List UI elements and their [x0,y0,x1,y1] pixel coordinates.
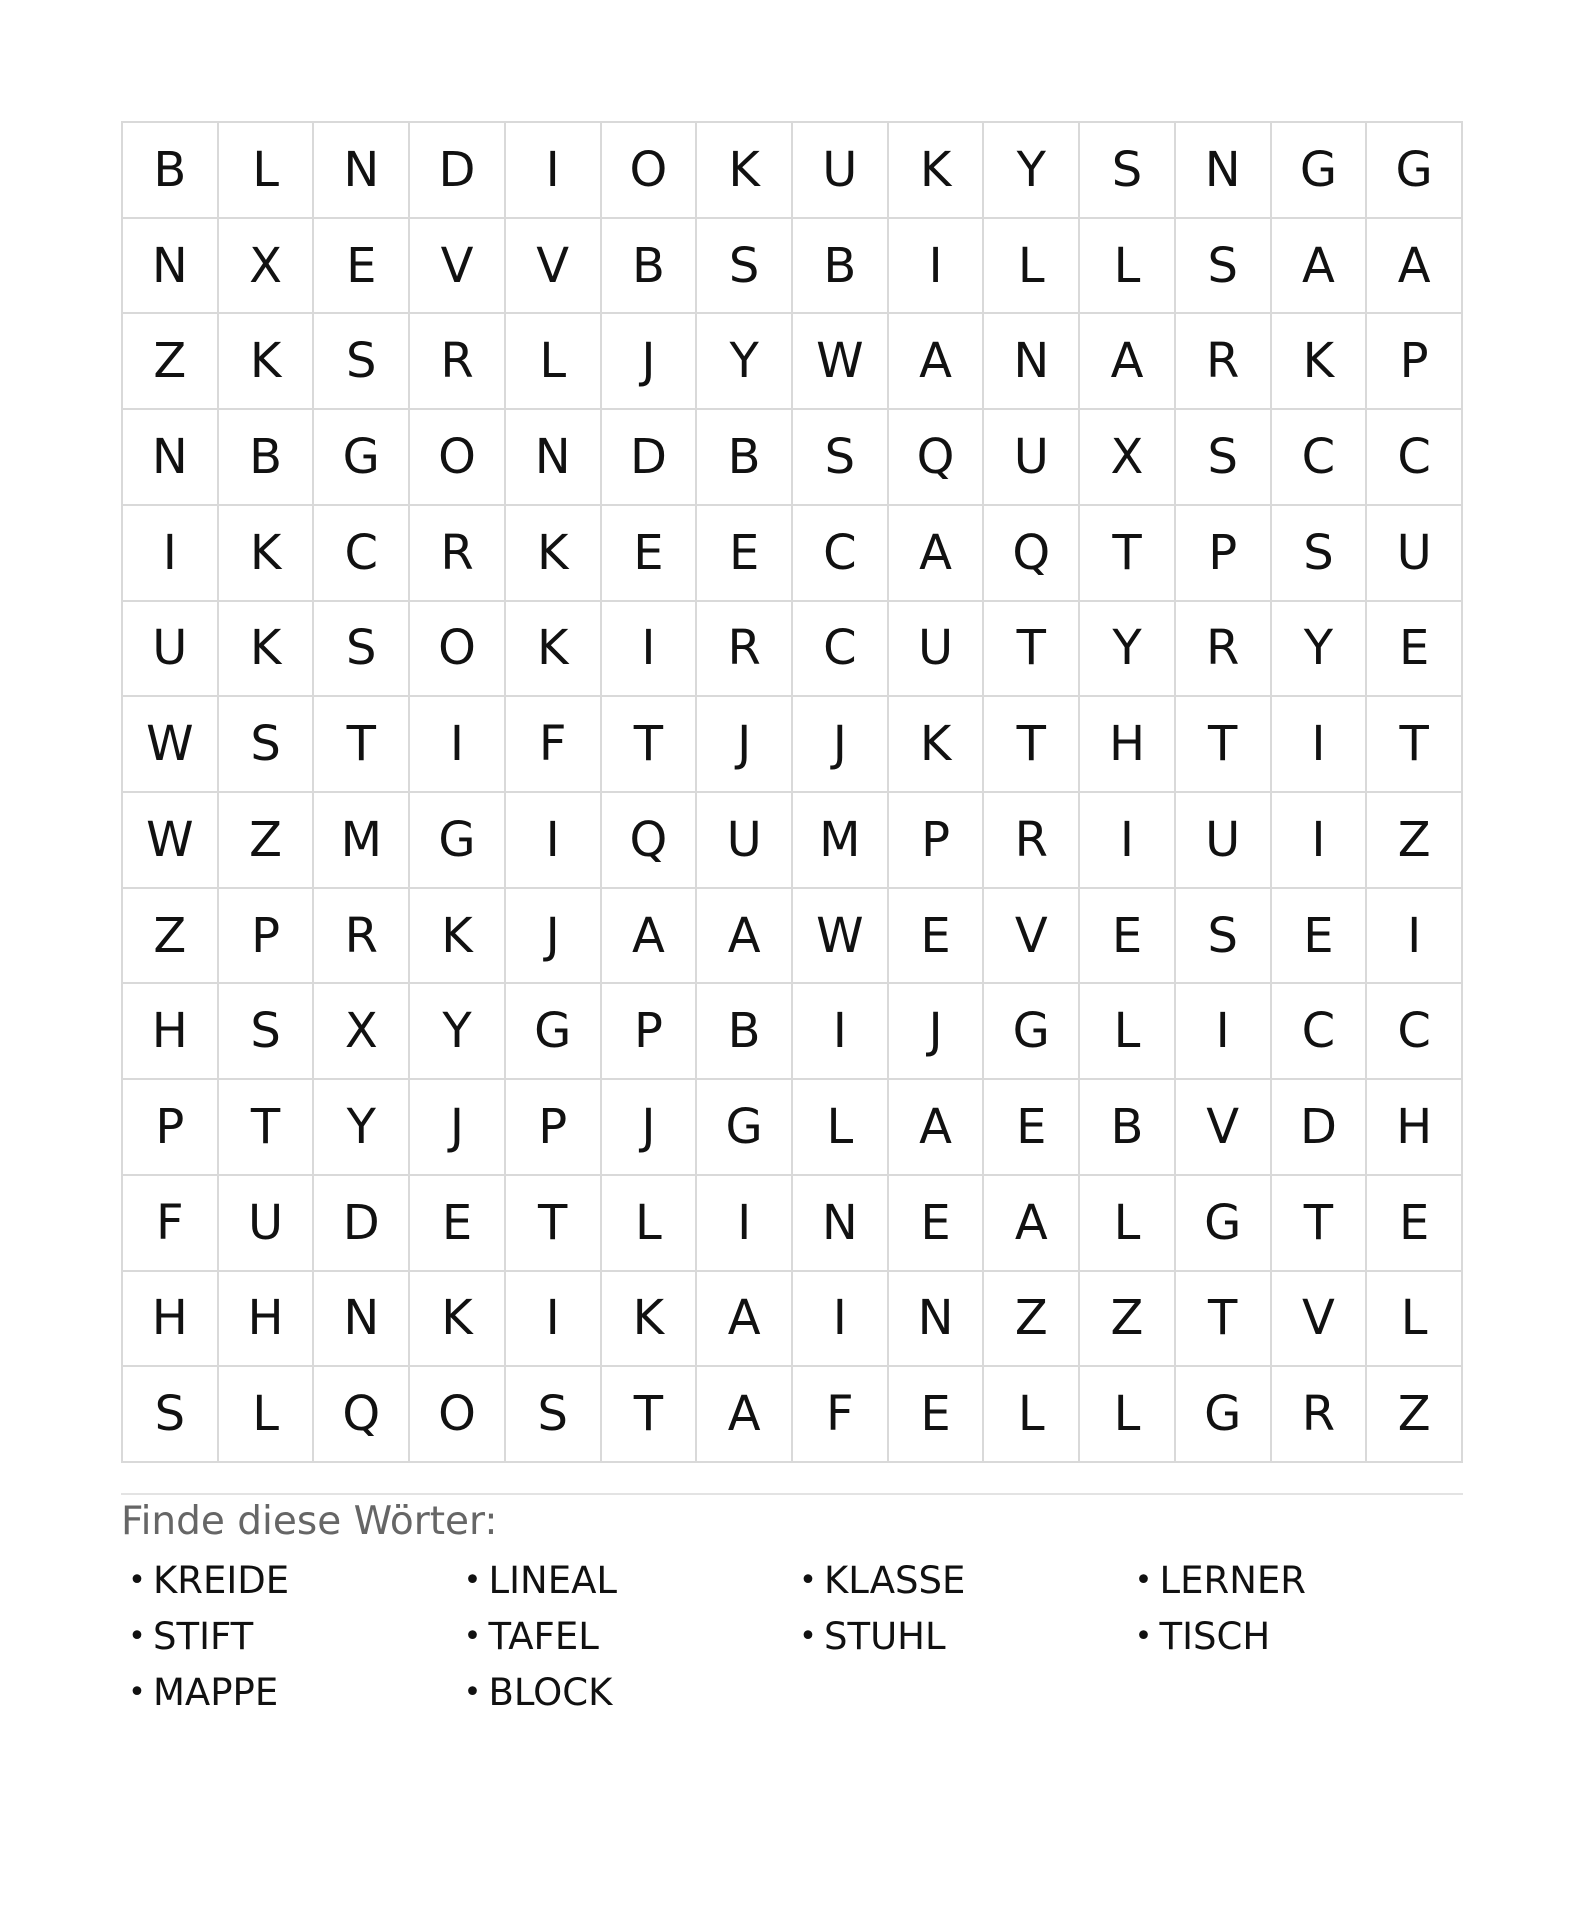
grid-cell[interactable]: P [506,1080,602,1176]
grid-cell[interactable]: L [219,1367,315,1463]
grid-cell[interactable]: S [219,697,315,793]
grid-cell[interactable]: K [410,889,506,985]
grid-cell[interactable]: N [984,314,1080,410]
grid-cell[interactable]: I [1080,793,1176,889]
grid-cell[interactable]: E [1367,1176,1463,1272]
grid-cell[interactable]: J [410,1080,506,1176]
divider [121,1493,1463,1495]
grid-cell[interactable]: C [1272,984,1368,1080]
word-list-item [792,1552,1128,1608]
grid-cell[interactable]: L [793,1080,889,1176]
grid-cell[interactable]: S [1272,506,1368,602]
bullet-icon: • [1134,1562,1153,1598]
grid-cell[interactable]: E [889,1367,985,1463]
grid-cell[interactable]: L [984,1367,1080,1463]
grid-cell[interactable]: A [602,889,698,985]
grid-cell[interactable]: O [410,602,506,698]
grid-cell[interactable]: K [219,314,315,410]
grid-cell[interactable]: N [793,1176,889,1272]
grid-cell[interactable]: T [1272,1176,1368,1272]
grid-cell[interactable]: K [1272,314,1368,410]
grid-cell[interactable]: S [314,602,410,698]
grid-cell[interactable]: E [984,1080,1080,1176]
grid-cell[interactable]: G [1272,123,1368,219]
grid-cell[interactable]: W [793,314,889,410]
grid-cell[interactable]: Z [219,793,315,889]
grid-cell[interactable]: E [314,219,410,315]
grid-cell[interactable]: R [697,602,793,698]
grid-cell[interactable]: U [697,793,793,889]
word-label: MAPPE [153,1670,279,1714]
word-label: STUHL [824,1614,946,1658]
grid-cell[interactable]: F [123,1176,219,1272]
grid-cell[interactable]: B [697,410,793,506]
grid-cell[interactable]: S [1176,219,1272,315]
instruction-text: Finde diese Wörter: [121,1499,498,1544]
word-list-item [1128,1608,1464,1664]
grid-cell[interactable]: Q [314,1367,410,1463]
grid-cell[interactable]: E [1272,889,1368,985]
word-label: BLOCK [488,1670,613,1714]
grid-cell[interactable]: G [410,793,506,889]
grid-cell[interactable]: I [506,793,602,889]
grid-cell[interactable]: T [1080,506,1176,602]
grid-cell[interactable]: C [314,506,410,602]
grid-cell[interactable]: J [697,697,793,793]
grid-cell[interactable]: X [1080,410,1176,506]
grid-cell[interactable]: G [314,410,410,506]
grid-cell[interactable]: B [1080,1080,1176,1176]
grid-cell[interactable]: H [123,1272,219,1368]
grid-cell[interactable]: T [314,697,410,793]
grid-cell[interactable]: Y [410,984,506,1080]
grid-cell[interactable]: U [889,602,985,698]
grid-cell[interactable]: I [410,697,506,793]
grid-cell[interactable]: P [602,984,698,1080]
grid-cell[interactable]: L [219,123,315,219]
grid-cell[interactable]: I [602,602,698,698]
grid-cell[interactable]: S [793,410,889,506]
grid-cell[interactable]: G [1176,1367,1272,1463]
grid-cell[interactable]: T [602,697,698,793]
grid-cell[interactable]: O [410,410,506,506]
grid-cell[interactable]: K [697,123,793,219]
grid-cell[interactable]: W [793,889,889,985]
word-list-item [121,1552,457,1608]
grid-cell[interactable]: I [697,1176,793,1272]
grid-cell[interactable]: E [889,1176,985,1272]
grid-cell[interactable]: J [889,984,985,1080]
grid-cell[interactable]: Q [984,506,1080,602]
grid-cell[interactable]: E [697,506,793,602]
grid-cell[interactable]: G [1176,1176,1272,1272]
grid-cell[interactable]: H [1367,1080,1463,1176]
grid-cell[interactable]: B [123,123,219,219]
grid-cell[interactable]: Z [1367,1367,1463,1463]
word-list-item [121,1608,457,1664]
grid-cell[interactable]: K [219,506,315,602]
grid-cell[interactable]: E [410,1176,506,1272]
grid-cell[interactable]: A [889,506,985,602]
grid-cell[interactable]: J [506,889,602,985]
grid-cell[interactable]: Y [1080,602,1176,698]
grid-cell[interactable]: C [793,602,889,698]
grid-cell[interactable]: T [219,1080,315,1176]
grid-cell[interactable]: I [506,123,602,219]
bullet-icon: • [463,1618,482,1654]
grid-cell[interactable]: D [314,1176,410,1272]
grid-cell[interactable]: S [1080,123,1176,219]
letter-grid [121,121,1463,1463]
grid-cell[interactable]: T [1367,697,1463,793]
grid-cell[interactable]: D [410,123,506,219]
grid-cell[interactable]: W [123,793,219,889]
grid-cell[interactable]: L [506,314,602,410]
grid-cell[interactable]: M [314,793,410,889]
grid-cell[interactable]: G [506,984,602,1080]
grid-cell[interactable]: S [1176,410,1272,506]
grid-cell[interactable]: R [1176,314,1272,410]
grid-cell[interactable]: Q [602,793,698,889]
grid-cell[interactable]: T [1176,1272,1272,1368]
word-label: LINEAL [488,1558,618,1602]
grid-cell[interactable]: P [123,1080,219,1176]
grid-cell[interactable]: B [602,219,698,315]
grid-cell[interactable]: S [123,1367,219,1463]
grid-cell[interactable]: G [697,1080,793,1176]
grid-cell[interactable]: X [314,984,410,1080]
grid-cell[interactable]: V [984,889,1080,985]
grid-cell[interactable]: I [1272,793,1368,889]
grid-cell[interactable]: P [1367,314,1463,410]
grid-cell[interactable]: R [410,314,506,410]
grid-cell[interactable]: G [984,984,1080,1080]
grid-cell[interactable]: C [793,506,889,602]
grid-cell[interactable]: U [984,410,1080,506]
grid-cell[interactable]: E [602,506,698,602]
grid-cell[interactable]: T [984,602,1080,698]
grid-cell[interactable]: D [1272,1080,1368,1176]
grid-cell[interactable]: E [1367,602,1463,698]
grid-cell[interactable]: N [889,1272,985,1368]
grid-cell[interactable]: Z [1080,1272,1176,1368]
grid-cell[interactable]: P [1176,506,1272,602]
bullet-icon: • [128,1618,146,1654]
grid-cell[interactable]: Z [1367,793,1463,889]
word-list-item [457,1552,793,1608]
grid-cell[interactable]: N [123,219,219,315]
grid-cell[interactable]: Z [123,889,219,985]
grid-cell[interactable]: H [219,1272,315,1368]
grid-cell[interactable]: U [123,602,219,698]
grid-cell[interactable]: I [793,1272,889,1368]
grid-cell[interactable]: S [1176,889,1272,985]
bullet-icon: • [463,1562,482,1598]
grid-cell[interactable]: T [984,697,1080,793]
grid-cell[interactable]: A [1272,219,1368,315]
grid-cell[interactable]: V [1272,1272,1368,1368]
grid-cell[interactable]: A [697,1272,793,1368]
grid-cell[interactable]: U [219,1176,315,1272]
grid-cell[interactable]: K [506,506,602,602]
bullet-icon: • [799,1618,817,1654]
grid-cell[interactable]: P [219,889,315,985]
grid-cell[interactable]: K [506,602,602,698]
grid-cell[interactable]: O [602,123,698,219]
grid-cell[interactable]: Z [123,314,219,410]
grid-cell[interactable]: R [1176,602,1272,698]
grid-cell[interactable]: K [889,697,985,793]
word-label: TISCH [1159,1614,1271,1658]
grid-cell[interactable]: H [123,984,219,1080]
grid-cell[interactable]: L [1080,984,1176,1080]
grid-cell[interactable]: A [889,1080,985,1176]
grid-cell[interactable]: K [410,1272,506,1368]
grid-cell[interactable]: Y [697,314,793,410]
grid-cell[interactable]: B [219,410,315,506]
grid-cell[interactable]: U [1176,793,1272,889]
grid-cell[interactable]: N [123,410,219,506]
grid-cell[interactable]: S [697,219,793,315]
grid-cell[interactable]: A [984,1176,1080,1272]
word-list-item [792,1608,1128,1664]
grid-cell[interactable]: G [1367,123,1463,219]
grid-cell[interactable]: N [314,1272,410,1368]
grid-cell[interactable]: T [1176,697,1272,793]
grid-cell[interactable]: X [219,219,315,315]
grid-cell[interactable]: I [793,984,889,1080]
grid-cell[interactable]: H [1080,697,1176,793]
grid-cell[interactable]: J [602,314,698,410]
grid-cell[interactable]: K [889,123,985,219]
grid-cell[interactable]: P [889,793,985,889]
grid-cell[interactable]: M [793,793,889,889]
grid-cell[interactable]: E [1080,889,1176,985]
grid-cell[interactable]: A [1367,219,1463,315]
grid-cell[interactable]: W [123,697,219,793]
word-list [121,1552,1463,1720]
grid-cell[interactable]: R [410,506,506,602]
grid-cell[interactable]: O [410,1367,506,1463]
grid-cell[interactable]: I [506,1272,602,1368]
grid-cell[interactable]: S [506,1367,602,1463]
grid-cell[interactable]: S [219,984,315,1080]
bullet-icon: • [799,1562,817,1598]
word-label: TAFEL [488,1614,599,1658]
grid-cell[interactable]: L [602,1176,698,1272]
grid-cell[interactable]: R [1272,1367,1368,1463]
grid-cell[interactable]: L [984,219,1080,315]
word-list-item [457,1608,793,1664]
grid-cell[interactable]: V [506,219,602,315]
word-list-item [1128,1552,1464,1608]
grid-cell[interactable]: I [1176,984,1272,1080]
word-label: KREIDE [153,1558,290,1602]
grid-cell[interactable]: Z [984,1272,1080,1368]
grid-cell[interactable]: J [602,1080,698,1176]
grid-cell[interactable]: L [1080,1367,1176,1463]
grid-cell[interactable]: A [1080,314,1176,410]
grid-cell[interactable]: J [793,697,889,793]
grid-cell[interactable]: S [314,314,410,410]
grid-cell[interactable]: L [1080,219,1176,315]
grid-cell[interactable]: V [1176,1080,1272,1176]
grid-cell[interactable]: Q [889,410,985,506]
bullet-icon: • [463,1674,482,1710]
grid-cell[interactable]: R [314,889,410,985]
grid-cell[interactable]: Y [984,123,1080,219]
grid-cell[interactable]: F [506,697,602,793]
grid-cell[interactable]: C [1272,410,1368,506]
grid-cell[interactable]: F [793,1367,889,1463]
bullet-icon: • [128,1562,146,1598]
grid-cell[interactable]: N [506,410,602,506]
grid-cell[interactable]: B [793,219,889,315]
grid-cell[interactable]: Y [314,1080,410,1176]
word-label: KLASSE [824,1558,966,1602]
grid-cell[interactable]: I [1367,889,1463,985]
word-label: STIFT [153,1614,254,1658]
grid-cell[interactable]: C [1367,984,1463,1080]
grid-cell[interactable]: B [697,984,793,1080]
grid-cell[interactable]: K [219,602,315,698]
grid-cell[interactable]: K [602,1272,698,1368]
grid-cell[interactable]: I [1272,697,1368,793]
grid-cell[interactable]: T [506,1176,602,1272]
grid-cell[interactable]: N [1176,123,1272,219]
word-list-item [457,1664,793,1720]
grid-cell[interactable]: I [123,506,219,602]
grid-cell[interactable]: Y [1272,602,1368,698]
word-list-item [121,1664,457,1720]
grid-cell[interactable]: D [602,410,698,506]
bullet-icon: • [1134,1618,1153,1654]
grid-cell[interactable]: A [697,1367,793,1463]
grid-cell[interactable]: A [697,889,793,985]
grid-cell[interactable]: L [1080,1176,1176,1272]
grid-cell[interactable]: I [889,219,985,315]
grid-cell[interactable]: U [793,123,889,219]
grid-cell[interactable]: R [984,793,1080,889]
grid-cell[interactable]: U [1367,506,1463,602]
grid-cell[interactable]: T [602,1367,698,1463]
word-label: LERNER [1159,1558,1306,1602]
grid-cell[interactable]: A [889,314,985,410]
grid-cell[interactable]: L [1367,1272,1463,1368]
grid-cell[interactable]: V [410,219,506,315]
bullet-icon: • [128,1674,146,1710]
grid-cell[interactable]: E [889,889,985,985]
grid-cell[interactable]: N [314,123,410,219]
grid-cell[interactable]: C [1367,410,1463,506]
